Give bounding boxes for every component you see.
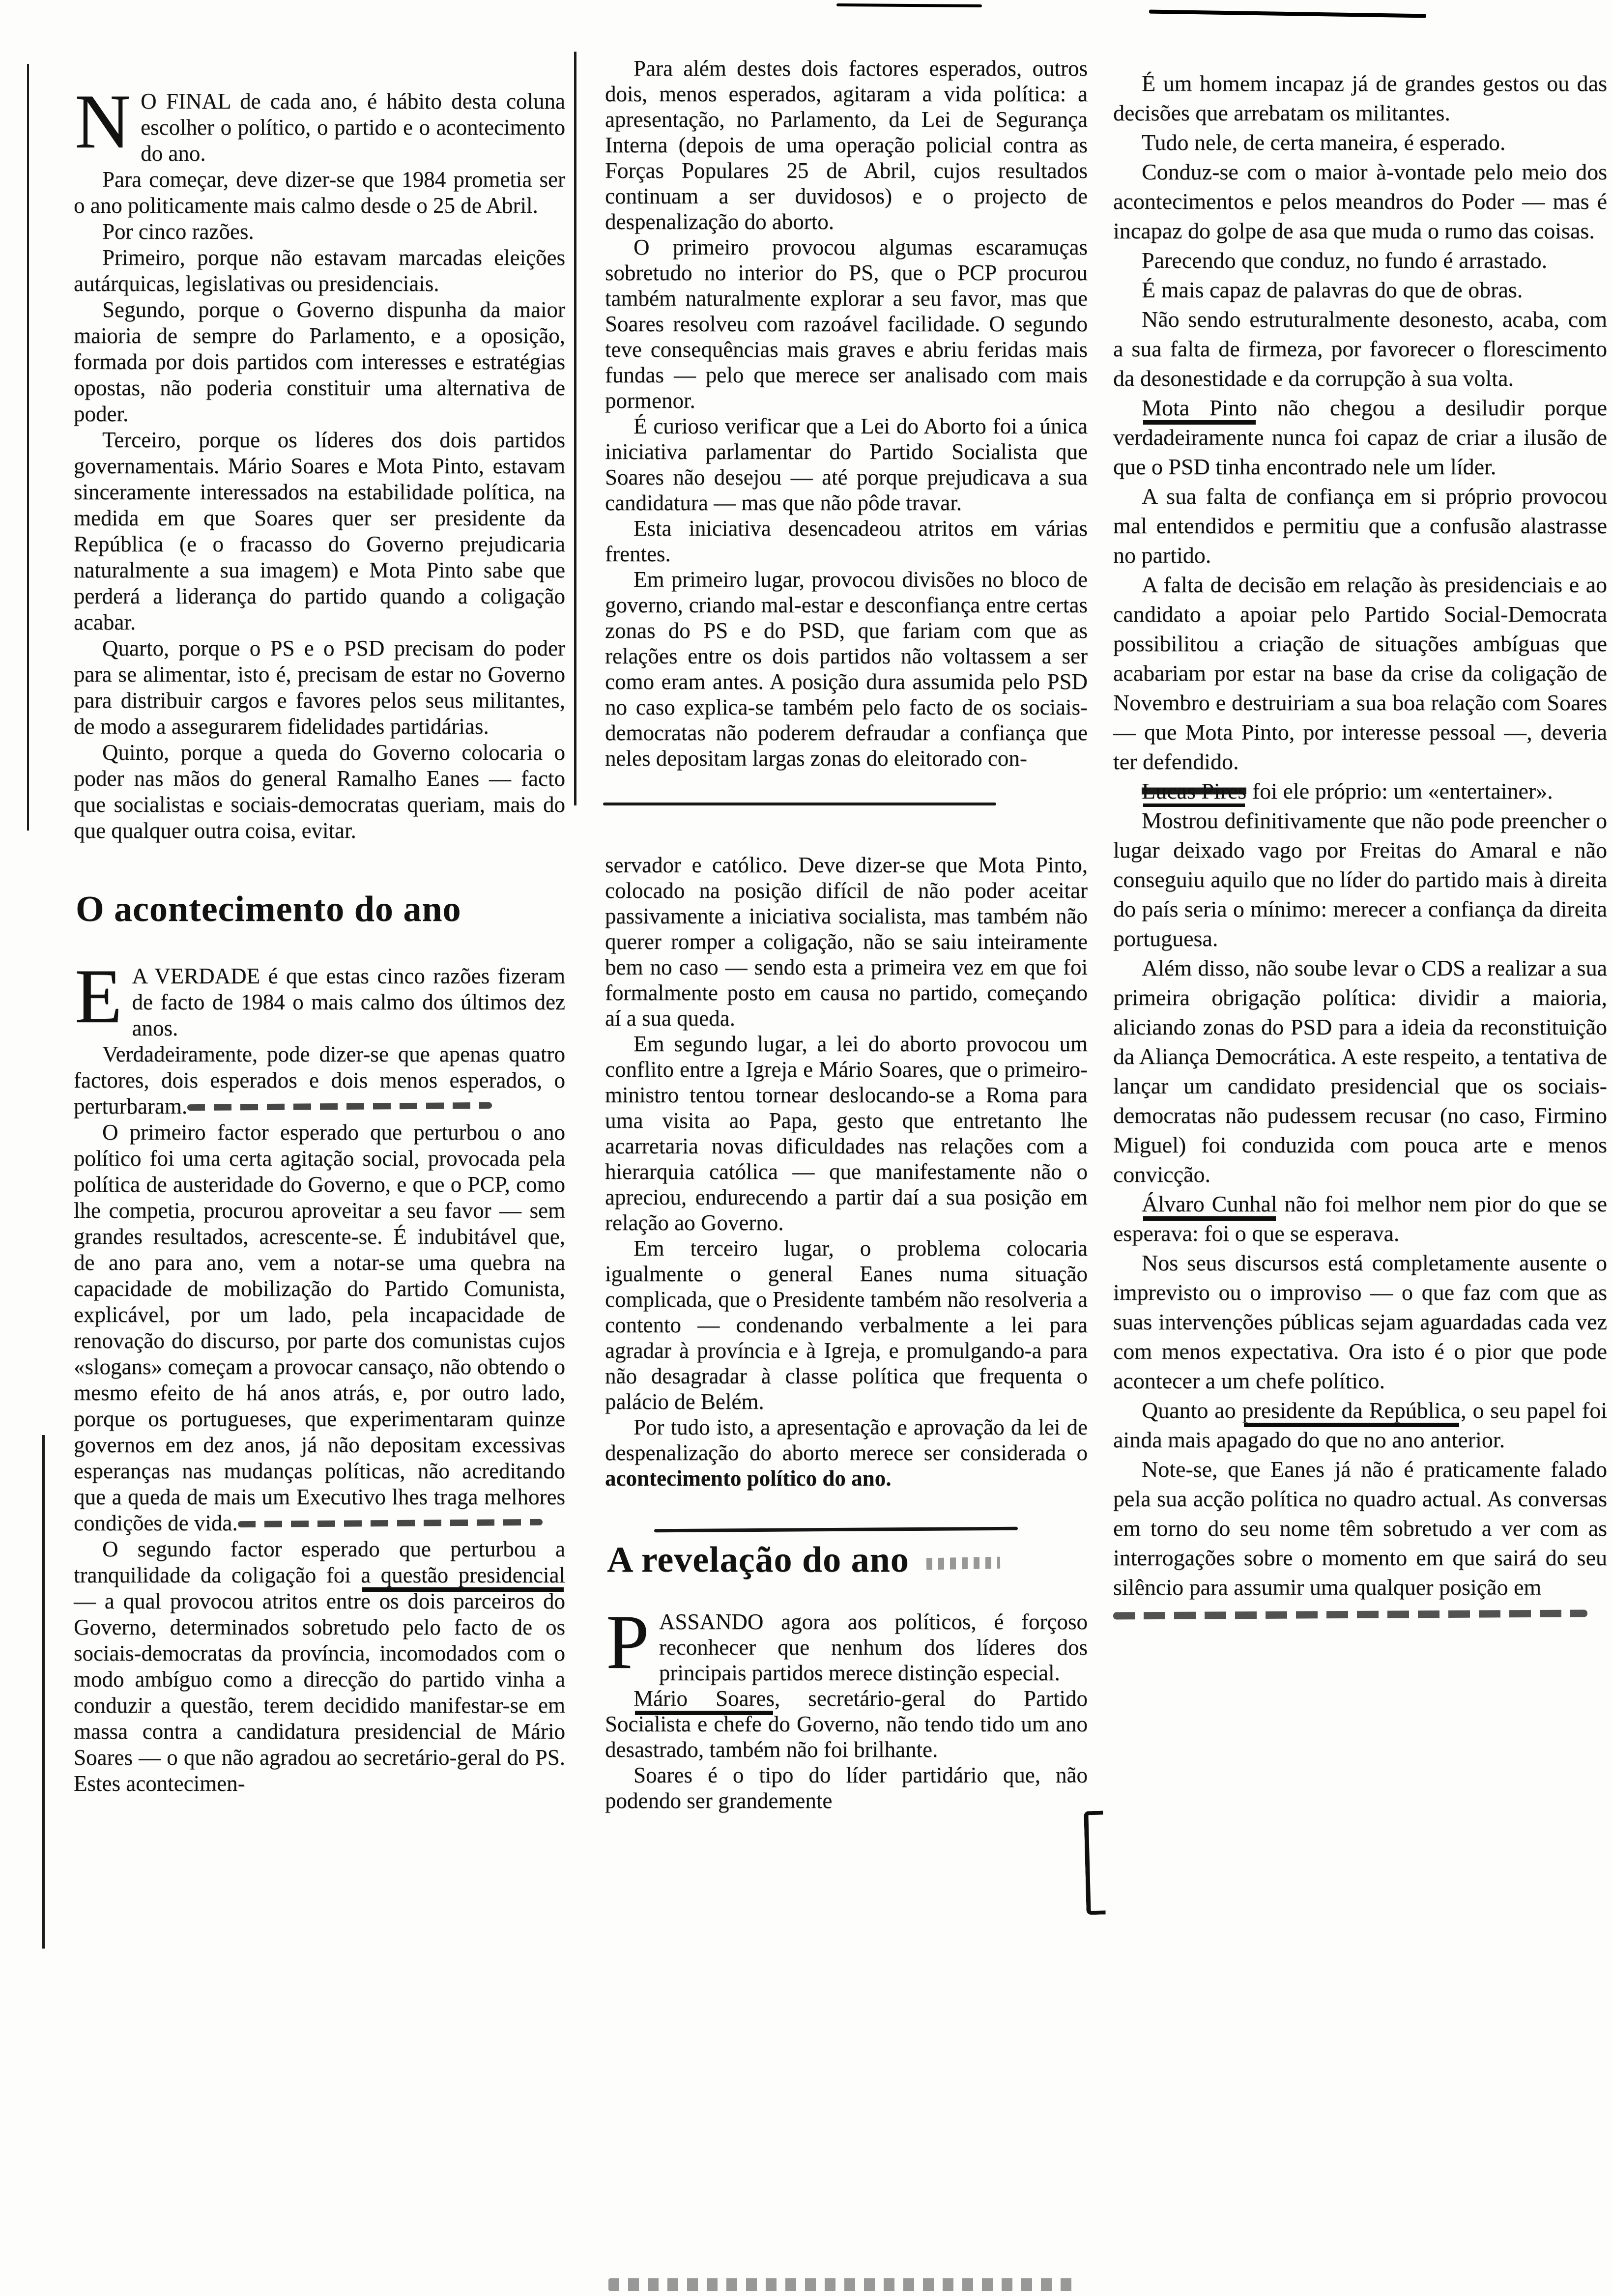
ink-smear <box>238 1519 543 1527</box>
column-3 <box>1113 69 1607 1618</box>
paragraph: Quanto ao presidente da República, o seu papel foi ainda mais apagado do que no ano anterior. <box>1113 1398 1607 1452</box>
paragraph: servador e católico. Deve dizer-se que Mota Pinto, colocado na posição difícil de não poder aceitar passivamente a iniciativa socialista, mas também não querer romper a coligação, não se saiu inteiramente bem no caso — sendo esta a primeira vez em que foi formalmente posto em causa no partido, começando aí a sua queda. <box>605 853 1088 1031</box>
paragraph: E A VERDADE é que estas cinco razões fizeram de facto de 1984 o mais calmo dos últimos dez anos. <box>75 953 565 1040</box>
scan-line-artifact <box>836 3 982 7</box>
section-heading-revelacao <box>607 1541 1088 1579</box>
paragraph: A falta de decisão em relação às presidenciais e ao candidato a apoiar pelo Partido Social-Democrata possibilitou a criação de situações ambíguas que acabariam por estar na base da crise da coligação de Novembro e destruiriam a sua boa relação com Soares — que Mota Pinto, por interesse pessoal —, deveria ter defendido. <box>1113 572 1607 774</box>
pen-underline-annotation: Mota Pinto <box>1142 395 1257 420</box>
pen-underline-annotation: a questão presidencial <box>361 1562 565 1587</box>
column-1-intro <box>74 79 565 844</box>
paragraph: Álvaro Cunhal não foi melhor nem pior do que se esperava: foi o que se esperava. <box>1113 1191 1607 1246</box>
paragraph: Para começar, deve dizer-se que 1984 prometia ser o ano politicamente mais calmo desde o 25 de Abril. <box>74 167 565 218</box>
section-heading-text: A revelação do ano <box>607 1540 909 1580</box>
column-3-body <box>1113 69 1607 1618</box>
column-rule <box>42 1435 45 1949</box>
paragraph: Em terceiro lugar, o problema colocaria igualmente o general Eanes numa situação complicada, que o Presidente também não resolveria a contento — condenando verbalmente a lei para agradar à província e à Igreja, e promulgando-a para não desagradar à classe política que frequenta o palácio de Belém. <box>605 1236 1088 1414</box>
paragraph: Quarto, porque o PS e o PSD precisam do poder para se alimentar, isto é, precisam de estar no Governo para distribuir cargos e favores pelos seus militantes, de modo a assegurarem fidelidades partidárias. <box>74 636 565 739</box>
paragraph: Note-se, que Eanes já não é praticamente falado pela sua acção política no quadro actual. As conversas em torno do seu nome têm sobretudo a ver com as interrogações sobre o momento em que sairá do seu silêncio para assumir uma qualquer posição em <box>1113 1457 1607 1600</box>
paragraph: Mário Soares, secretário-geral do Partido Socialista e chefe do Governo, não tendo tido um ano desastrado, também não foi brilhante. <box>605 1686 1088 1762</box>
paragraph: O primeiro provocou algumas escaramuças sobretudo no interior do PS, que o PCP procurou também naturalmente explorar a seu favor, mas que Soares resolveu com razoável facilidade. O segundo teve consequências mais graves e abriu feridas mais fundas — pelo que merece ser analisado com mais pormenor. <box>605 235 1088 413</box>
paragraph: Em segundo lugar, a lei do aborto provocou um conflito entre a Igreja e Mário Soares, que o primeiro-ministro tentou tornear deslocando-se a Roma para uma visita ao Papa, gesto que entretanto lhe acarretaria novas dificuldades nas relações com a hierarquia católica — que manifestamente não o apreciou, endurecendo a partir daí a sua posição em relação ao Governo. <box>605 1032 1088 1235</box>
drop-cap: N <box>75 79 131 165</box>
paragraph: Primeiro, porque não estavam marcadas eleições autárquicas, legislativas ou presidenciais. <box>74 245 565 296</box>
column-rule <box>27 64 29 831</box>
ink-smear <box>187 1102 492 1111</box>
drop-cap: E <box>75 953 122 1039</box>
paragraph: Esta iniciativa desencadeou atritos em várias frentes. <box>605 516 1088 566</box>
column-2-rest <box>574 852 1088 1813</box>
column-2-after-box <box>605 852 1088 1491</box>
paragraph: É curioso verificar que a Lei do Aborto foi a única iniciativa parlamentar do Partido Socialista que Soares não desejou — até porque prejudicava a sua candidatura — mas que não pôde travar. <box>605 414 1088 515</box>
paragraph: O primeiro factor esperado que perturbou o ano político foi uma certa agitação social, provocada pela política de austeridade do Governo, e que o PCP, como lhe competia, procurou aproveitar a seu favor — sem grandes resultados, acrescente-se. É indubitável que, de ano para ano, vem a notar-se uma quebra na capacidade de mobilização do Partido Comunista, explicável, por um lado, pela incapacidade de renovação do discurso, por parte dos comunistas cujos «slogans» começam a provocar cansaço, não obtendo o mesmo efeito de há anos atrás, e, por outro lado, porque os portugueses, que experimentaram quinze governos em dez anos, já não depositam excessivas esperanças nas mudanças políticas, não acreditando que a queda de mais um Executivo lhes traga melhores condições de vida. <box>74 1119 565 1535</box>
paragraph: Lucas Pires foi ele próprio: um «entertainer». <box>1142 778 1553 804</box>
paragraph: Mostrou definitivamente que não pode preencher o lugar deixado vago por Freitas do Amaral e não conseguiu aquilo que no líder do partido mais à direita do país seria o mínimo: merecer a confiança da direita portuguesa. <box>1113 808 1607 951</box>
paragraph: Soares é o tipo do líder partidário que, não podendo ser grandemente <box>605 1762 1088 1813</box>
paragraph: Não sendo estruturalmente desonesto, acaba, com a sua falta de firmeza, por favorecer o florescimento da desonestidade e da corrupção à sua volta. <box>1113 307 1607 391</box>
paragraph: Terceiro, porque os líderes dos dois partidos governamentais. Mário Soares e Mota Pinto, estavam sinceramente interessados na estabilidade política, na medida em que Soares quer ser presidente da República (e o fracasso do Governo prejudicaria naturalmente a sua imagem) e Mota Pinto sabe que perderá a liderança do partido quando a coligação acabar. <box>74 428 565 634</box>
paragraph: Nos seus discursos está completamente ausente o imprevisto ou o improviso — o que faz com que as suas intervenções públicas sejam aguardadas cada vez com menos expectativa. Ora isto é o pior que pode acontecer a um chefe político. <box>1113 1250 1607 1393</box>
paragraph: Para além destes dois factores esperados, outros dois, menos esperados, agitaram a vida política: a apresentação, no Parlamento, da Lei de Segurança Interna (depois de uma operação policial contra as Forças Populares 25 de Abril, cujos resultados continuam a ser duvidosos) e o projecto de despenalização do aborto. <box>605 56 1088 234</box>
paragraph: N O FINAL de cada ano, é hábito desta coluna escolher o político, o partido e o acontecimento do ano. <box>75 79 565 166</box>
pen-underline-annotation: Mário Soares <box>633 1686 775 1711</box>
paragraph: O segundo factor esperado que perturbou a tranquilidade da coligação foi a questão presidencial — a qual provocou atritos entre os dois parceiros do Governo, determinados sobretudo pelo facto de os sociais-democratas da província, incomodados com o modo ambíguo como a direcção do partido vinha a conduzir a questão, terem decidido manifestar-se em massa contra a candidatura presidencial de Mário Soares — o que não agradou ao secretário-geral do PS. Estes acontecimen- <box>74 1536 565 1796</box>
paragraph: Segundo, porque o Governo dispunha da maior maioria de sempre do Parlamento, e a oposição, formada por dois partidos com interesses e estratégias opostas, não poderia constituir uma alternativa de poder. <box>74 297 565 426</box>
paragraph: É mais capaz de palavras do que de obras. <box>1142 277 1523 302</box>
paragraph: Conduz-se com o maior à-vontade pelo meio dos acontecimentos e pelos meandros do Poder — mas é incapaz do golpe de asa que muda o rumo das coisas. <box>1113 159 1607 243</box>
paragraph: Verdadeiramente, pode dizer-se que apenas quatro factores, dois esperados e dois menos esperados, o perturbaram. <box>74 1041 565 1119</box>
paragraph: Tudo nele, de certa maneira, é esperado. <box>1142 130 1506 155</box>
paragraph: Por tudo isto, a apresentação e aprovação da lei de despenalização do aborto merece ser considerada o acontecimento político do ano. <box>605 1415 1088 1491</box>
paragraph: Quinto, porque a queda do Governo colocaria o poder nas mãos do general Ramalho Eanes — facto que socialistas e sociais-democratas queriam, mais do que qualquer outra coisa, evitar. <box>74 740 565 843</box>
column-2-politicos <box>605 1599 1088 1813</box>
drop-cap: P <box>606 1599 649 1685</box>
paragraph: Mota Pinto não chegou a desiludir porque verdadeiramente nunca foi capaz de criar a ilusão de que o PSD tinha encontrado nele um líder. <box>1113 395 1607 479</box>
pen-underline-annotation: Álvaro Cunhal <box>1142 1191 1277 1216</box>
pen-scratch-annotation: Lucas Pires <box>1142 778 1247 804</box>
paragraph: Por cinco razões. <box>102 219 254 244</box>
clipped-text-row <box>608 2278 1075 2291</box>
paragraph: É um homem incapaz já de grandes gestos ou das decisões que arrebatam os militantes. <box>1113 71 1607 125</box>
paragraph: Além disso, não soube levar o CDS a realizar a sua primeira obrigação política: dividir a maioria, aliciando zonas do PSD para a ideia da reconstituição da Aliança Democrática. A este respeito, a tentativa de lançar um candidato presidencial que os sociais-democratas não pudessem recusar (no caso, Firmino Miguel) foi conduzida com pouca arte e menos convicção. <box>1113 955 1607 1187</box>
paragraph: A sua falta de confiança em si próprio provocou mal entendidos e permitiu que a confusão alastrasse no partido. <box>1113 484 1607 568</box>
pen-margin-bracket <box>1084 1811 1106 1915</box>
paragraph: Parecendo que conduz, no fundo é arrastado. <box>1142 248 1548 273</box>
scan-line-artifact <box>1149 10 1426 18</box>
ink-smear-row <box>1113 1609 1587 1619</box>
scan-smudge <box>926 1557 1000 1570</box>
column-2-boxed-section <box>574 52 1088 805</box>
pen-underline-annotation: presidente da República <box>1242 1398 1461 1423</box>
section-heading-acontecimento: O acontecimento do ano <box>76 889 461 929</box>
heading-rule <box>654 1527 1018 1533</box>
column-1-body <box>74 953 565 1797</box>
paragraph: Em primeiro lugar, provocou divisões no bloco de governo, criando mal-estar e desconfiança entre certas zonas do PS e do PSD, que fariam com que as relações entre os dois partidos não voltassem a ser como eram antes. A posição dura assumida pelo PSD no caso explica-se também pelo facto de os sociais-democratas não poderem defraudar a confiança que neles depositam largas zonas do eleitorado con- <box>605 567 1088 771</box>
column-2 <box>574 52 1088 1813</box>
paragraph: PASSANDO agora aos políticos, é forçoso reconhecer que nenhum dos líderes dos principais partidos merece distinção especial. <box>606 1599 1088 1685</box>
column-1 <box>74 79 565 1797</box>
